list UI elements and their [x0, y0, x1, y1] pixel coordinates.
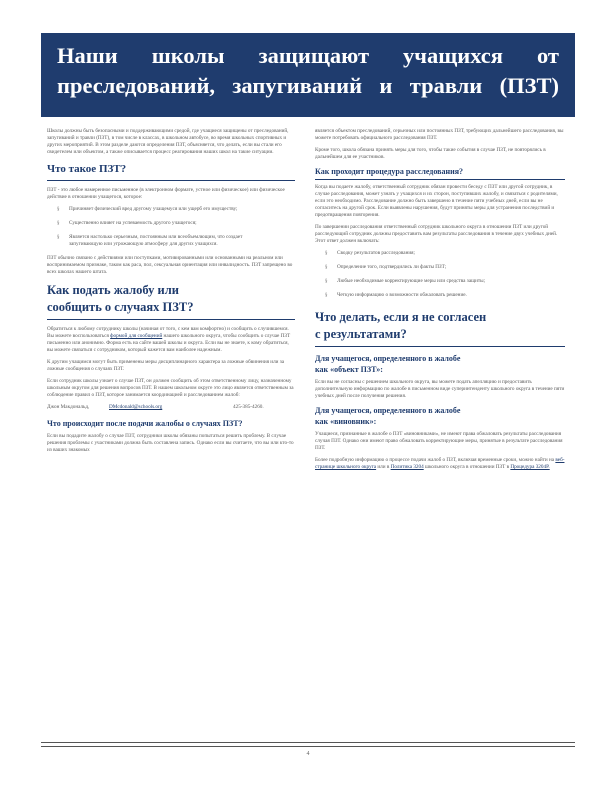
title-line-1: Наши школы защищают учащихся от: [57, 43, 559, 68]
list-item: § Причиняет физический вред другому учащемуся или ущерб его имуществу;: [47, 206, 295, 213]
more-info-paragraph: [315, 457, 565, 471]
what-intro-paragraph: ПЗТ - это любое намеренное письменное (в электронном формате, устное или физическое) или физическое действие в отношении учащегося, которое:: [47, 187, 285, 200]
contact-phone: 425-385-4260.: [233, 404, 264, 410]
accused-paragraph: Учащиеся, признанные в жалобе о ПЗТ «виновниками», не имеют права обжаловать результаты расследования случая ПЗТ. Однако они имеют право обжаловать корректирующие меры, принятые в результате расследования ПЗТ.: [315, 431, 563, 451]
how-text-1b: нашего школьного округа, чтобы сообщить о случае ПЗТ письменно или анонимно. Форма есть на сайте вашей школы и округа. Если вы не знаете, к кому обратиться, вы можете связаться с сотрудником, который кажется вам наиболее надежным.: [47, 333, 291, 353]
object-heading-line-1: Для учащегося, определенного в жалобе: [315, 354, 461, 363]
object-heading-line-2: как «объект ПЗТ»:: [315, 365, 383, 374]
contact-row: [47, 404, 295, 411]
continued-paragraph: является объектом преследований, серьезных или постоянных ПЗТ, требующих дальнейшего расследования, вы можете потребовать официального расследования ПЗТ.: [315, 128, 564, 141]
contact-name: Джон Макдональд,: [47, 404, 90, 410]
section-heading-how: [47, 282, 295, 320]
policy-link[interactable]: Политика 3204: [390, 464, 424, 470]
disagree-heading-line-1: Что делать, если я не согласен: [315, 310, 487, 324]
report-form-link[interactable]: формой для сообщений: [110, 333, 163, 339]
footer-divider-top: [41, 742, 575, 743]
district-webpage-link[interactable]: веб-странице школьного округа: [315, 457, 565, 470]
list-item: § Существенно влияет на успеваемость другого учащегося;: [47, 220, 295, 227]
subheading-object: [315, 353, 565, 375]
left-column: [47, 128, 295, 459]
process-paragraph-2: По завершении расследования ответственный сотрудник школьного округа в отношении ПЗТ или другой расследующий сотрудник должны предоставить вам результаты расследования в течение двух учебных дней. Этот ответ должен включать:: [315, 224, 558, 244]
how-paragraph-2: К другим учащимся могут быть применены меры дисциплинарного характера за ложные обвинения или за ложные сообщения о случаях ПЗТ.: [47, 359, 285, 372]
contact-email-link[interactable]: DMcdonald@schools.org: [109, 404, 163, 410]
how-heading-line-1: Как подать жалобу или: [47, 283, 179, 297]
what-list: [47, 206, 295, 248]
more-tail-2: школьного округа в отношении ПЗТ в: [425, 464, 510, 470]
after-paragraph: Если вы подадите жалобу о случае ПЗТ, сотрудники школы обязаны попытаться решить проблему. В случае решения проблемы с участниками должна быть составлена запись. Однако если вы считаете, что вы или кто-то из ваших знакомых: [47, 433, 294, 453]
section-heading-disagree: [315, 309, 565, 347]
disagree-heading-line-2: с результатами?: [315, 327, 407, 341]
section-heading-what: Что такое ПЗТ?: [47, 162, 295, 181]
process-paragraph-1: Когда вы подаете жалобу, ответственный сотрудник обязан провести беседу с ПЗТ или другой сотрудник, в случае расследования, может узнать у учащихся и их сторон, поступивших жалобу, и связаться с родителями, если это необходимо. Расследование должно быть завершено в течение пяти учебных дней, если вы не согласитесь на другой срок. Если выявлены нарушения, будут приняты меры для устранения последствий и предотвращения повторения.: [315, 184, 558, 218]
list-item: § Четкую информацию о возможности обжаловать решение.: [315, 292, 565, 299]
title-line-2: преследований, запугиваний и травли (ПЗТ): [57, 73, 559, 98]
section-heading-after: Что происходит после подачи жалобы о случаях ПЗТ?: [47, 419, 243, 428]
list-item: § Любые необходимые корректирующие меры или средства защиты;: [315, 278, 565, 285]
object-paragraph: Если вы не согласны с решением школьного округа, вы можете подать апелляцию и предоставить дополнительную информацию по жалобе в письменном виде суперинтенденту школьного округа в течение пяти учебных дней после получения решения.: [315, 379, 565, 399]
list-item: § Является настолько серьезным, постоянным или всеобъемлющим, что создает запугивающую или угрожающую атмосферу для других учащихся.: [47, 234, 295, 248]
continued-paragraph-2: Кроме того, школа обязана принять меры для того, чтобы такие события в случае ПЗТ, не повторялись в дальнейшем для ее участников.: [315, 147, 546, 160]
process-list: [315, 250, 565, 299]
accused-heading-line-1: Для учащегося, определенного в жалобе: [315, 406, 461, 415]
more-text: Более подробную информацию о процессе подачи жалоб о ПЗТ, включая временные сроки, можно найти на: [315, 457, 555, 463]
what-note-paragraph: ПЗТ обычно связано с действиями или поступками, мотивированными или основанными на реальном или воспринимаемом признаке, таком как раса, пол, сексуальная ориентация или инвалидность. ПЗТ запрещено во всех школах нашего штата.: [47, 255, 293, 275]
intro-paragraph: Школы должны быть безопасными и поддерживающими средой, где учащиеся защищены от преследований, запугиваний и травли (ПЗТ), в том числе в классах, в школьном автобусе, во время школьных спортивных и других мероприятий. В этом разделе даются определения ПЗТ, объясняется, что делать, если вы стали его свидетелем или объектом, а также описывается процесс реагирования наших школ на такие ситуации.: [47, 128, 289, 155]
list-item: § Определение того, подтвердились ли факты ПЗТ;: [315, 264, 565, 271]
right-column: [315, 128, 565, 476]
footer-divider-bottom: [41, 746, 575, 747]
more-tail-1: или в: [377, 464, 390, 470]
list-item: § Сводку результатов расследования;: [315, 250, 565, 257]
subheading-accused: [315, 405, 565, 427]
page-title-banner: [41, 33, 575, 117]
how-heading-line-2: сообщить о случаях ПЗТ?: [47, 300, 194, 314]
accused-heading-line-2: как «виновник»:: [315, 417, 377, 426]
page-number: 4: [306, 751, 310, 757]
how-text-1: Обратиться к любому сотруднику школы (начиная от того, с кем вам комфортно) и сообщить о случившемся. Вы можете воспользоваться: [47, 326, 289, 339]
how-paragraph-3: Если сотрудник школы узнает о случае ПЗТ, он должен сообщить об этом ответственному лицу, назначенному школьным округом для решения вопросов ПЗТ. В нашем школьном округе это лицо является ответственным за соблюдение правил о ПЗТ, которое занимается координацией и расследованием жалоб:: [47, 378, 294, 398]
section-heading-process: Как проходит процедура расследования?: [315, 166, 565, 180]
procedure-link[interactable]: Процедура 3204P.: [510, 464, 550, 470]
how-paragraph-1: [47, 326, 295, 354]
